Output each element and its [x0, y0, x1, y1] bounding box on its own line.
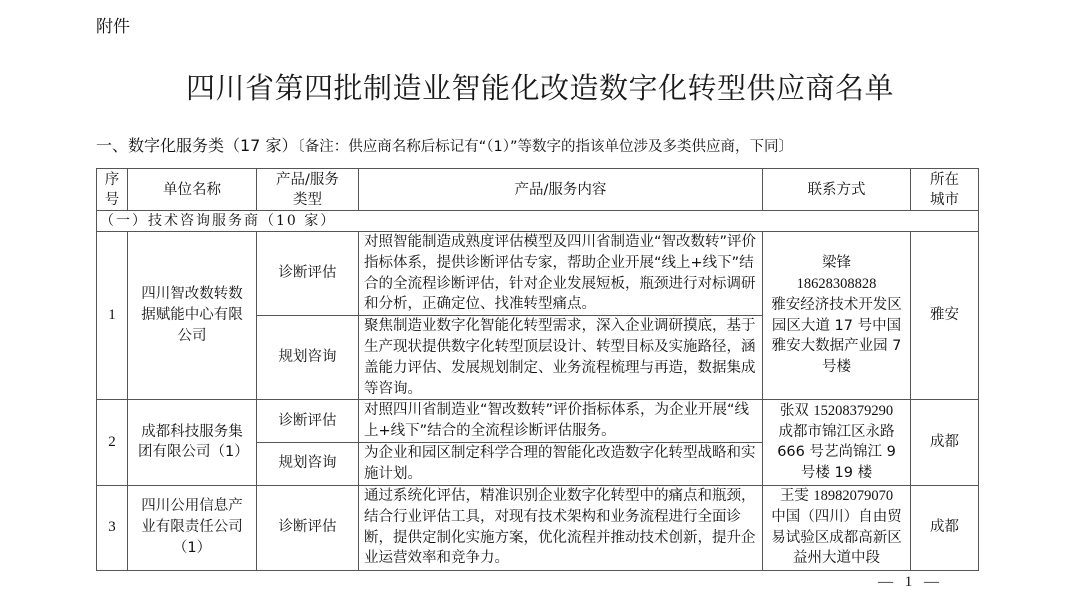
table-row [97, 232, 979, 316]
attachment-label: 附件 [96, 17, 130, 37]
row-service-type: 诊断评估 [257, 400, 359, 443]
row-service-content: 聚焦制造业数字化智能化转型需求，深入企业调研摸底，基于生产现状提供数字化转型顶层设计、转型目标及实施路径，涵盖能力评估、发展规划制定、业务流程梳理与再造，数据集成等咨询。 [359, 316, 763, 400]
contact-phone: 15208379290 [813, 402, 894, 419]
section-note: 〔备注：供应商名称后标记有“（1）”等数字的指该单位涉及多类供应商，下同〕 [297, 139, 793, 155]
contact-person: 王雯 [779, 487, 809, 504]
row-service-type: 诊断评估 [257, 485, 359, 570]
row-contact [763, 232, 911, 400]
category-row [97, 211, 979, 232]
row-service-type: 规划咨询 [257, 442, 359, 485]
col-header-name: 单位名称 [128, 169, 257, 211]
contact-phone: 18982079070 [813, 487, 894, 504]
contact-person-phone [769, 486, 904, 507]
row-service-content: 通过系统化评估，精准识别企业数字化转型中的痛点和瓶颈，结合行业评估工具，对现有技术架构和业务流程进行全面诊断，提供定制化实施方案，优化流程并推动技术创新，提升企业运营效率和竞争力。 [359, 485, 763, 570]
contact-address: 中国（四川）自由贸易试验区成都高新区益州大道中段 [771, 508, 902, 567]
table-row [97, 485, 979, 570]
col-header-seq: 序 号 [97, 169, 128, 211]
contact-person-phone [769, 401, 904, 422]
row-seq: 1 [97, 232, 128, 400]
row-city: 成都 [911, 400, 979, 485]
document-title: 四川省第四批制造业智能化改造数字化转型供应商名单 [185, 71, 894, 105]
col-header-type: 产品/服务 类型 [257, 169, 359, 211]
section-heading [96, 133, 793, 156]
col-header-contact: 联系方式 [763, 169, 911, 211]
col-header-city: 所在 城市 [911, 169, 979, 211]
row-company-name: 四川智改数转数据赋能中心有限公司 [128, 232, 257, 400]
row-city: 雅安 [911, 232, 979, 400]
row-contact [763, 485, 911, 570]
row-seq: 2 [97, 400, 128, 485]
row-service-content: 为企业和园区制定科学合理的智能化改造数字化转型战略和实施计划。 [359, 442, 763, 485]
contact-person: 梁锋 [822, 255, 851, 272]
row-service-type: 诊断评估 [257, 232, 359, 316]
table-row [97, 400, 979, 443]
row-service-content: 对照智能制造成熟度评估模型及四川省制造业“智改数转”评价指标体系，提供诊断评估专家，帮助企业开展“线上+线下”结合的全流程诊断评估，针对企业发展短板，瓶颈进行对标调研和分析，正确定位、找准转型痛点。 [359, 232, 763, 316]
row-company-name: 成都科技服务集团有限公司（1） [128, 400, 257, 485]
row-service-content: 对照四川省制造业“智改数转”评价指标体系，为企业开展“线上+线下”结合的全流程诊断评估服务。 [359, 400, 763, 443]
section-title: 一、数字化服务类（17 家） [96, 136, 298, 155]
row-company-name: 四川公用信息产业有限责任公司（1） [128, 485, 257, 570]
category-label: （一）技术咨询服务商（10 家） [97, 211, 979, 232]
row-contact [763, 400, 911, 485]
row-service-type: 规划咨询 [257, 316, 359, 400]
page-number: — 1 — [878, 574, 943, 590]
row-city: 成都 [911, 485, 979, 570]
supplier-table [96, 168, 979, 571]
contact-address: 成都市锦江区永路 666 号艺尚锦江 9 号楼 19 楼 [777, 423, 896, 482]
row-seq: 3 [97, 485, 128, 570]
contact-address: 雅安经济技术开发区园区大道 17 号中国雅安大数据产业园 7 号楼 [771, 296, 902, 376]
contact-phone: 18628308828 [796, 276, 877, 293]
table-header-row [97, 169, 979, 211]
contact-person: 张双 [779, 402, 809, 419]
col-header-content: 产品/服务内容 [359, 169, 763, 211]
